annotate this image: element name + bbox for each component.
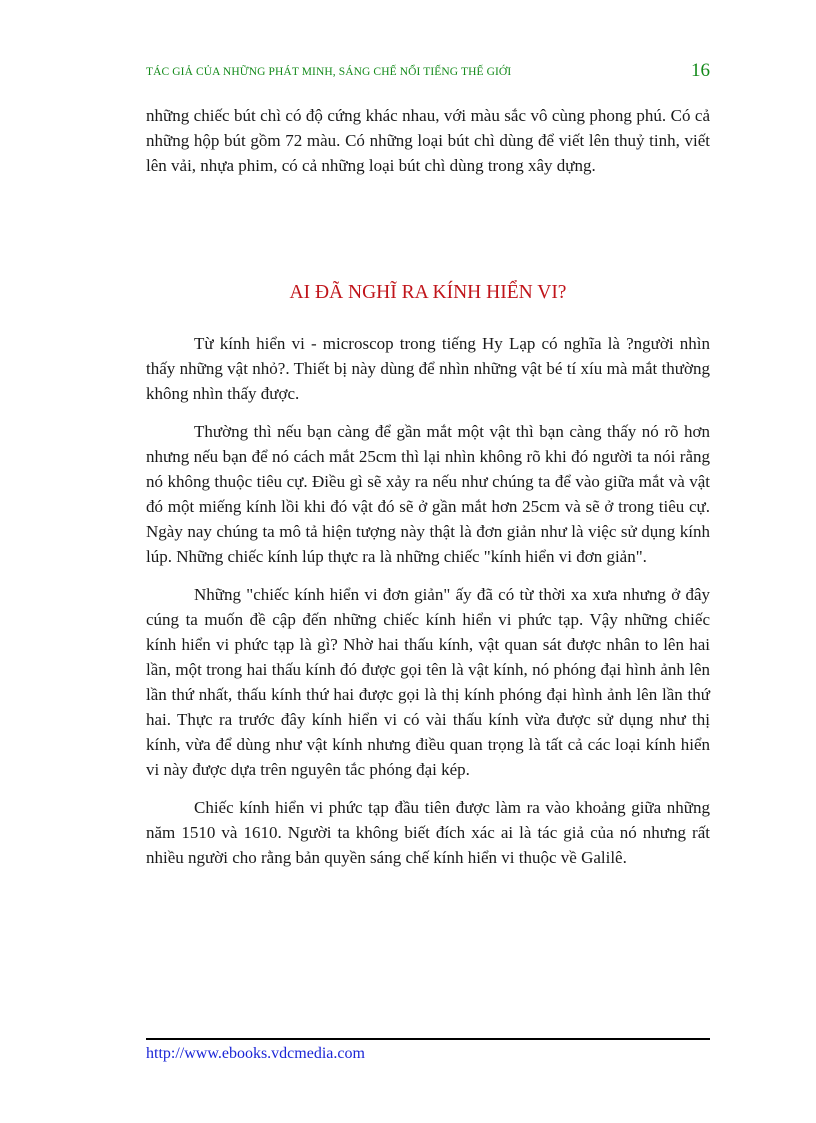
body-paragraph: Thường thì nếu bạn càng để gần mắt một vật thì bạn càng thấy nó rõ hơn nhưng nếu bạn để nó cách mắt 25cm thì lại nhìn không rõ khi đó người ta nói rằng nó không thuộc tiêu cự. Điều gì sẽ xảy ra nếu như chúng ta để vào giữa mắt và vật đó một miếng kính lồi khi đó vật đó sẽ ở gần mắt hơn 25cm và sẽ ở trong tiêu cự. Ngày nay chúng ta mô tả hiện tượng này thật là đơn giản như là việc sử dụng kính lúp. Những chiếc kính lúp thực ra là những chiếc "kính hiển vi đơn giản". <box>146 422 710 566</box>
page-number: 16 <box>691 60 710 81</box>
running-title: TÁC GIẢ CỦA NHỮNG PHÁT MINH, SÁNG CHẾ NỔI TIẾNG THẾ GIỚI <box>146 66 512 78</box>
body-paragraph: Từ kính hiển vi - microscop trong tiếng Hy Lạp có nghĩa là ?người nhìn thấy những vật nhỏ?. Thiết bị này dùng để nhìn những vật bé tí xíu mà mắt thường không nhìn thấy được. <box>146 334 710 403</box>
continued-paragraph: những chiếc bút chì có độ cứng khác nhau, với màu sắc vô cùng phong phú. Có cả những hộp bút gồm 72 màu. Có những loại bút chì dùng để viết lên thuỷ tinh, viết lên vải, nhựa phim, có cả những loại bút chì dùng trong xây dựng. <box>146 106 710 175</box>
section-title: AI ĐÃ NGHĨ RA KÍNH HIỂN VI? <box>289 282 567 303</box>
footer-divider <box>146 1038 710 1040</box>
footer-url-link[interactable]: http://www.ebooks.vdcmedia.com <box>146 1045 365 1062</box>
page-content <box>146 103 710 870</box>
body-paragraph: Những "chiếc kính hiển vi đơn giản" ấy đã có từ thời xa xưa nhưng ở đây cúng ta muốn đề cập đến những chiếc kính hiển vi phức tạp. Vậy những chiếc kính hiển vi phức tạp là gì? Nhờ hai thấu kính, vật quan sát được nhân to lên hai lần, một trong hai thấu kính đó được gọi tên là vật kính, nó phóng đại hình ảnh lên lần thứ nhất, thấu kính thứ hai được gọi là thị kính phóng đại hình ảnh lên lần thứ hai. Thực ra trước đây kính hiển vi có vài thấu kính vừa được sử dụng như thị kính, vừa để dùng như vật kính nhưng điều quan trọng là tất cả các loại kính hiển vi này được dựa trên nguyên tắc phóng đại kép. <box>146 585 710 779</box>
body-paragraph: Chiếc kính hiển vi phức tạp đầu tiên được làm ra vào khoảng giữa những năm 1510 và 1610. Người ta không biết đích xác ai là tác giả của nó nhưng rất nhiều người cho rằng bản quyền sáng chế kính hiển vi thuộc về Galilê. <box>146 798 710 867</box>
running-header <box>146 62 710 86</box>
